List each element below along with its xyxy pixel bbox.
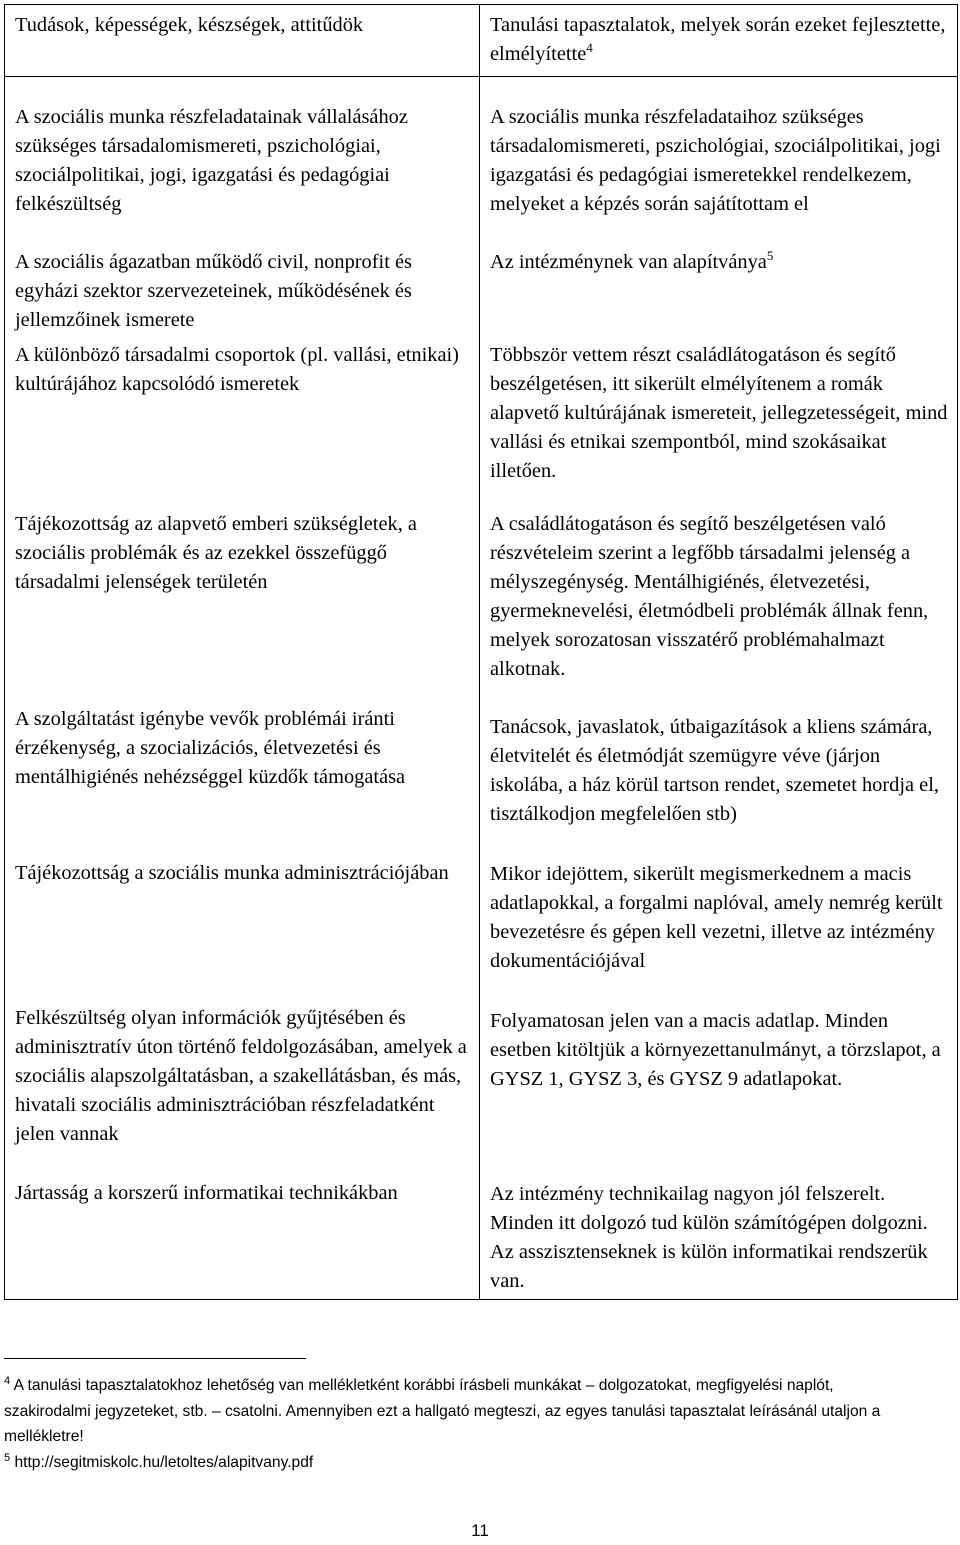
competence-table xyxy=(4,4,958,1300)
right-entry: A szociális munka részfeladataihoz szükséges társadalomismereti, pszichológiai, szociálpolitikai, jogi igazgatási és pedagógiai ismeretekkel rendelkezem, melyeket a képzés során sajátítottam el xyxy=(490,106,941,215)
footnote-marker: 4 xyxy=(4,1374,11,1387)
table-body-row xyxy=(5,77,958,1300)
header-left-cell xyxy=(5,5,480,77)
left-column-cell xyxy=(5,77,480,1300)
footnote-5 xyxy=(4,1450,924,1476)
page-number: 11 xyxy=(471,1521,489,1540)
header-right-text: Tanulási tapasztalatok, melyek során ezeket fejlesztette, elmélyítette xyxy=(490,14,946,65)
left-entry: A szociális ágazatban működő civil, nonprofit és egyházi szektor szervezeteinek, működésének és jellemzőinek ismerete xyxy=(15,251,412,331)
right-entry: Mikor idejöttem, sikerült megismerkednem a macis adatlapokkal, a forgalmi naplóval, amely nemrég került bevezetésre és gépen kell vezetni, illetve az intézmény dokumentációjával xyxy=(490,863,943,972)
header-left-text: Tudások, képességek, készségek, attitűdök xyxy=(15,14,364,36)
footnote-separator xyxy=(4,1358,306,1359)
right-entry: Többször vettem részt családlátogatáson és segítő beszélgetésen, itt sikerült elmélyítenem a romák alapvető kultúrájának ismereteit, jellegzetességeit, mind vallási és etnikai szempontból, mind szokásaikat illetően. xyxy=(490,344,948,482)
footnote-text: A tanulási tapasztalatokhoz lehetőség van mellékletként korábbi írásbeli munkákat – dolgozatokat, megfigyelési naplót, szakirodalmi jegyzeteket, stb. – csatolni. Amennyiben ezt a hallgató megteszi, az egyes tanulási tapasztalat leírásánál utaljon a mellékletre! xyxy=(4,1377,881,1445)
left-entry: A szolgáltatást igénybe vevők problémái iránti érzékenység, a szocializációs, életvezetési és mentálhigiénés nehézséggel küzdők támogatása xyxy=(15,708,406,788)
left-entry: A szociális munka részfeladatainak vállalásához szükséges társadalomismereti, pszichológiai, szociálpolitikai, jogi, igazgatási és pedagógiai felkészültség xyxy=(15,106,408,215)
left-entry: Tájékozottság a szociális munka adminisztrációjában xyxy=(15,862,449,884)
footnote-marker: 5 xyxy=(4,1451,11,1464)
table-header-row xyxy=(5,5,958,77)
right-entry: A családlátogatáson és segítő beszélgetésen való részvételeim szerint a legfőbb társadalmi jelenség a mélyszegénység. Mentálhigiénés, életvezetési, gyermeknevelési, életmódbeli problémák állnak fenn, melyek sorozatosan visszatérő problémahalmazt alkotnak. xyxy=(490,513,929,680)
footnote-ref-4: 4 xyxy=(586,40,593,56)
right-entry: Az intézmény technikailag nagyon jól felszerelt. Minden itt dolgozó tud külön számítógépen dolgozni. Az asszisztenseknek is külön informatikai rendszerük van. xyxy=(490,1183,928,1292)
left-entry: Jártasság a korszerű informatikai technikákban xyxy=(15,1182,398,1204)
right-column-cell xyxy=(480,77,958,1300)
left-entry: Tájékozottság az alapvető emberi szükségletek, a szociális problémák és az ezekkel összefüggő társadalmi jelenségek területén xyxy=(15,513,417,593)
footnotes xyxy=(4,1373,924,1475)
right-entry: Tanácsok, javaslatok, útbaigazítások a kliens számára, életvitelét és életmódját szemügyre véve (járjon iskolába, a ház körül tartson rendet, szemetet hordja el, tisztálkodjon megfelelően stb) xyxy=(490,716,939,825)
footnote-link[interactable]: http://segitmiskolc.hu/letoltes/alapitvany.pdf xyxy=(14,1453,314,1471)
left-entry: A különböző társadalmi csoportok (pl. vallási, etnikai) kultúrájához kapcsolódó ismeretek xyxy=(15,344,459,395)
header-right-cell xyxy=(480,5,958,77)
footnote-ref-5: 5 xyxy=(766,248,774,264)
left-entry: Felkészültség olyan információk gyűjtésében és adminisztratív úton történő feldolgozásában, amelyek a szociális alapszolgáltatásban, a szakellátásban, és más, hivatali szociális adminisztrációban részfeladatként jelen vannak xyxy=(15,1007,467,1145)
footnote-4 xyxy=(4,1373,924,1450)
right-entry: Folyamatosan jelen van a macis adatlap. Minden esetben kitöltjük a környezettanulmányt, a törzslapot, a GYSZ 1, GYSZ 3, és GYSZ 9 adatlapokat. xyxy=(490,1010,941,1090)
right-entry: Az intézménynek van alapítványa$^5$ xyxy=(490,248,774,273)
